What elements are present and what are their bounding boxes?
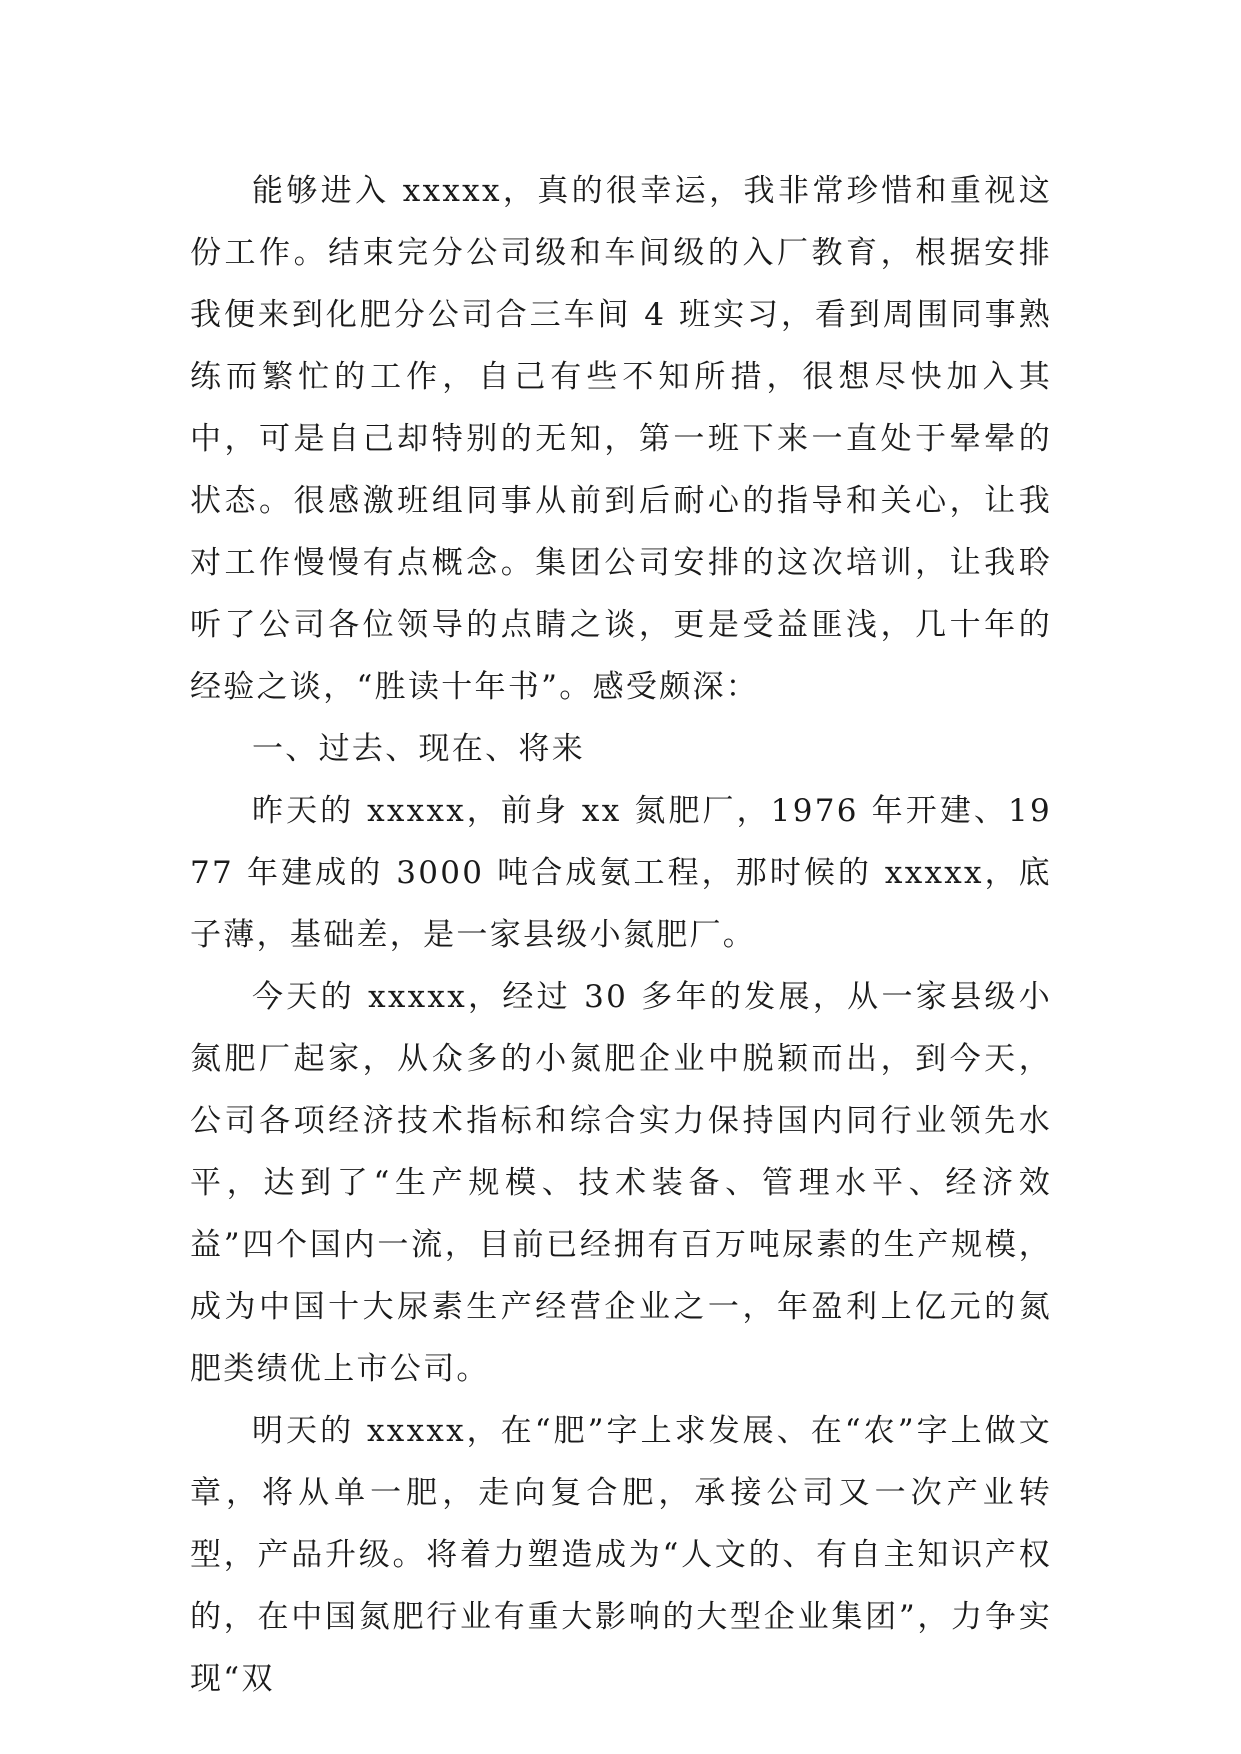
paragraph-intro: 能够进入 xxxxx，真的很幸运，我非常珍惜和重视这份工作。结束完分公司级和车间级的入厂教育，根据安排我便来到化肥分公司合三车间 4 班实习，看到周围同事熟练而繁忙的工作，自己有些不知所措，很想尽快加入其中，可是自己却特别的无知，第一班下来一直处于晕晕的状态。很感激班组同事从前到后耐心的指导和关心，让我对工作慢慢有点概念。集团公司安排的这次培训，让我聆听了公司各位领导的点睛之谈，更是受益匪浅，几十年的经验之谈，“胜读十年书”。感受颇深： xyxy=(190,173,1052,705)
document-body xyxy=(190,160,1052,1710)
paragraph-tomorrow: 明天的 xxxxx，在“肥”字上求发展、在“农”字上做文章，将从单一肥，走向复合肥，承接公司又一次产业转型，产品升级。将着力塑造成为“人文的、有自主知识产权的，在中国氮肥行业有重大影响的大型企业集团”，力争实现“双 xyxy=(190,1413,1052,1697)
paragraph-yesterday: 昨天的 xxxxx，前身 xx 氮肥厂，1976 年开建、1977 年建成的 3000 吨合成氨工程，那时候的 xxxxx，底子薄，基础差，是一家县级小氮肥厂。 xyxy=(190,793,1052,953)
section-heading: 一、过去、现在、将来 xyxy=(252,731,585,767)
paragraph-today: 今天的 xxxxx，经过 30 多年的发展，从一家县级小氮肥厂起家，从众多的小氮肥企业中脱颖而出，到今天，公司各项经济技术指标和综合实力保持国内同行业领先水平，达到了“生产规模、技术装备、管理水平、经济效益”四个国内一流，目前已经拥有百万吨尿素的生产规模，成为中国十大尿素生产经营企业之一，年盈利上亿元的氮肥类绩优上市公司。 xyxy=(190,979,1052,1387)
